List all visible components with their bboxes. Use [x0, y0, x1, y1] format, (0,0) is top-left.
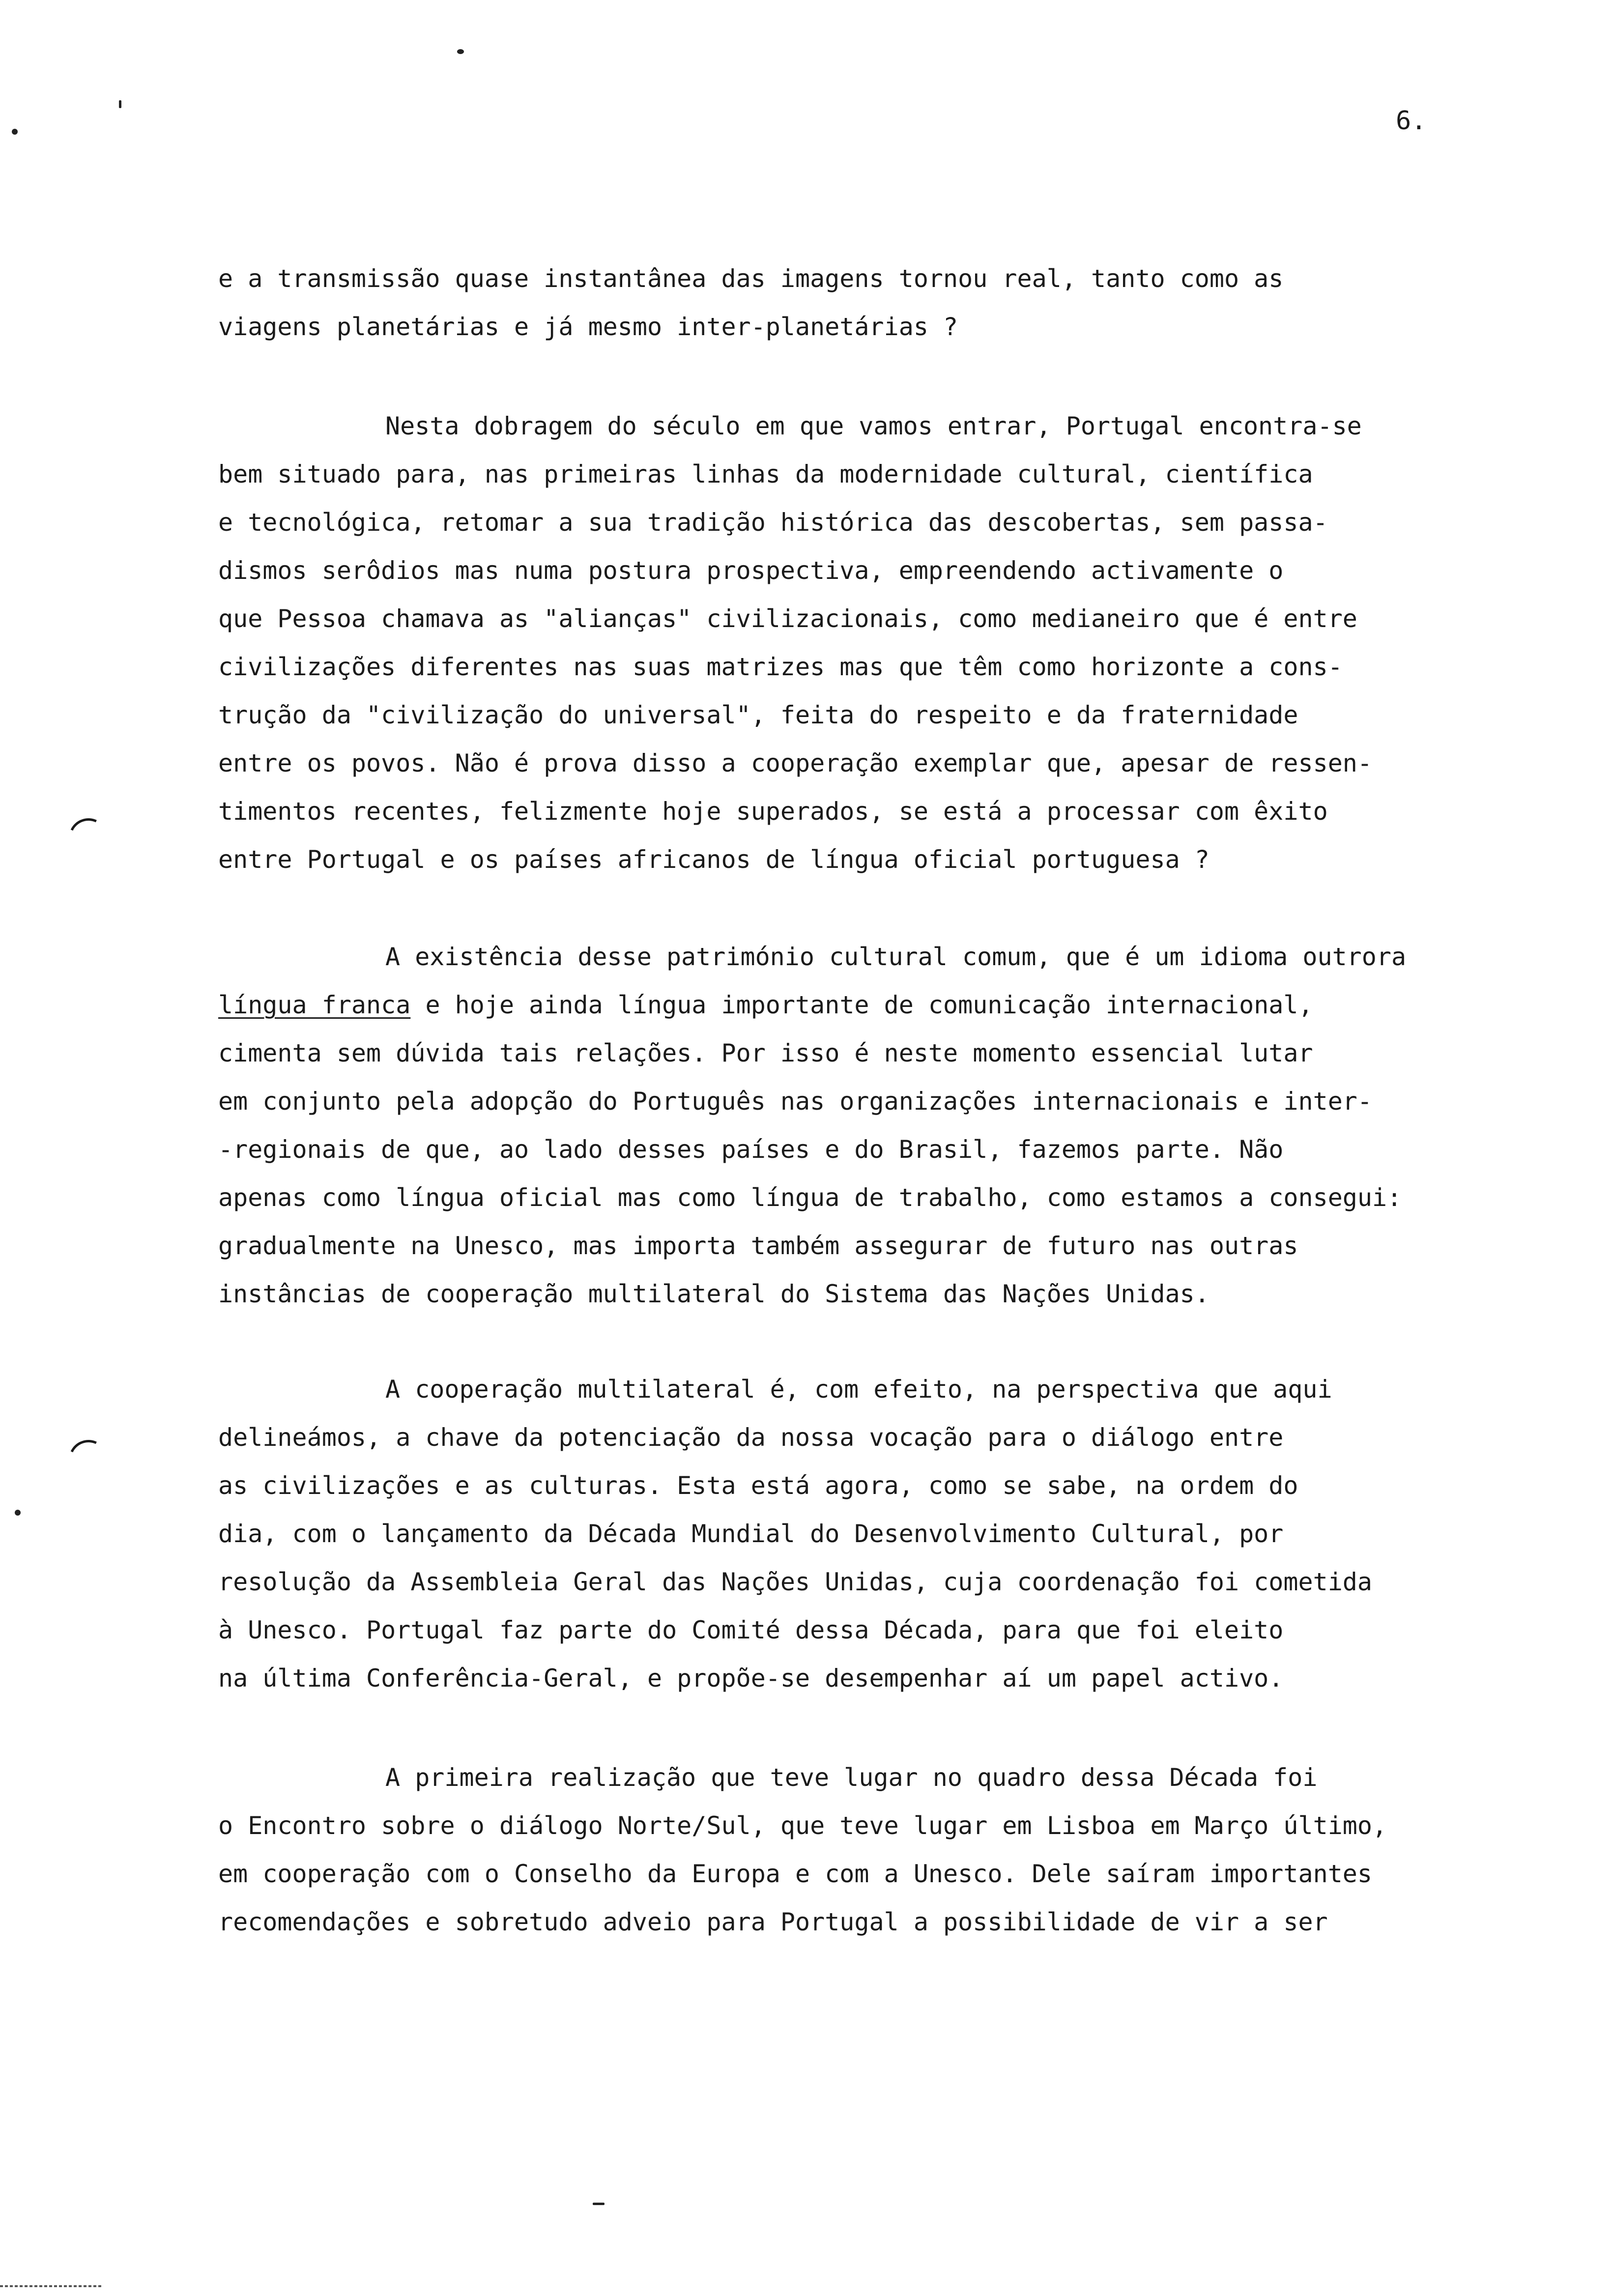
text-line: recomendações e sobretudo adveio para Portugal a possibilidade de vir a ser [218, 1908, 1328, 1936]
text-line: delineámos, a chave da potenciação da nossa vocação para o diálogo entre [218, 1423, 1284, 1452]
text-line: e tecnológica, retomar a sua tradição histórica das descobertas, sem passa- [218, 508, 1328, 537]
scan-speck [119, 100, 121, 108]
text-line: resolução da Assembleia Geral das Nações Unidas, cuja coordenação foi cometida [218, 1568, 1372, 1596]
text-line: gradualmente na Unesco, mas importa também assegurar de futuro nas outras [218, 1232, 1298, 1260]
text-line: em cooperação com o Conselho da Europa e com a Unesco. Dele saíram importantes [218, 1860, 1372, 1888]
text-line: e a transmissão quase instantânea das imagens tornou real, tanto como as [218, 264, 1284, 293]
text-line: à Unesco. Portugal faz parte do Comité dessa Década, para que foi eleito [218, 1616, 1284, 1644]
scan-speck [593, 2203, 604, 2205]
text-line: as civilizações e as culturas. Esta está agora, como se sabe, na ordem do [218, 1471, 1298, 1500]
text-line: que Pessoa chamava as "alianças" civilizacionais, como medianeiro que é entre [218, 604, 1357, 633]
text-line: em conjunto pela adopção do Português nas organizações internacionais e inter- [218, 1087, 1372, 1116]
text-line: instâncias de cooperação multilateral do Sistema das Nações Unidas. [218, 1280, 1209, 1308]
paragraph [218, 933, 1545, 1318]
text-line: entre Portugal e os países africanos de língua oficial portuguesa ? [218, 845, 1209, 874]
text-line: entre os povos. Não é prova disso a cooperação exemplar que, apesar de ressen- [218, 749, 1372, 777]
scan-edge [0, 2285, 103, 2287]
paragraph [218, 402, 1545, 884]
text-line: língua franca e hoje ainda língua importante de comunicação internacional, [218, 991, 1313, 1019]
text-line: Nesta dobragem do século em que vamos entrar, Portugal encontra-se [385, 412, 1362, 440]
punch-hole-mark [63, 813, 114, 863]
text-line: dismos serôdios mas numa postura prospectiva, empreendendo activamente o [218, 556, 1284, 585]
scan-speck [12, 129, 18, 135]
scan-speck [457, 49, 464, 54]
text-line: o Encontro sobre o diálogo Norte/Sul, que teve lugar em Lisboa em Março último, [218, 1811, 1387, 1840]
text-line: A existência desse património cultural comum, que é um idioma outrora [385, 943, 1407, 971]
paragraph [218, 255, 1545, 351]
text-line: -regionais de que, ao lado desses países e do Brasil, fazemos parte. Não [218, 1135, 1284, 1164]
text-line: A primeira realização que teve lugar no quadro dessa Década foi [385, 1763, 1318, 1792]
text-line: apenas como língua oficial mas como língua de trabalho, como estamos a consegui: [218, 1183, 1402, 1212]
paragraph [218, 1365, 1545, 1702]
text-line: dia, com o lançamento da Década Mundial do Desenvolvimento Cultural, por [218, 1520, 1284, 1548]
scan-speck [15, 1510, 21, 1516]
text-line: civilizações diferentes nas suas matrizes mas que têm como horizonte a cons- [218, 653, 1343, 681]
text-line: cimenta sem dúvida tais relações. Por isso é neste momento essencial lutar [218, 1039, 1313, 1067]
page-number: 6. [1396, 106, 1427, 136]
text-line: bem situado para, nas primeiras linhas da modernidade cultural, científica [218, 460, 1313, 488]
underlined-phrase: língua franca [218, 991, 411, 1019]
text-line: na última Conferência-Geral, e propõe-se desempenhar aí um papel activo. [218, 1664, 1284, 1693]
text-line: A cooperação multilateral é, com efeito, na perspectiva que aqui [385, 1375, 1332, 1404]
text-line: viagens planetárias e já mesmo inter-planetárias ? [218, 313, 958, 341]
text-line: trução da "civilização do universal", feita do respeito e da fraternidade [218, 701, 1298, 729]
text-line: timentos recentes, felizmente hoje superados, se está a processar com êxito [218, 797, 1328, 826]
punch-hole-mark [63, 1435, 114, 1485]
paragraph [218, 1753, 1545, 1946]
